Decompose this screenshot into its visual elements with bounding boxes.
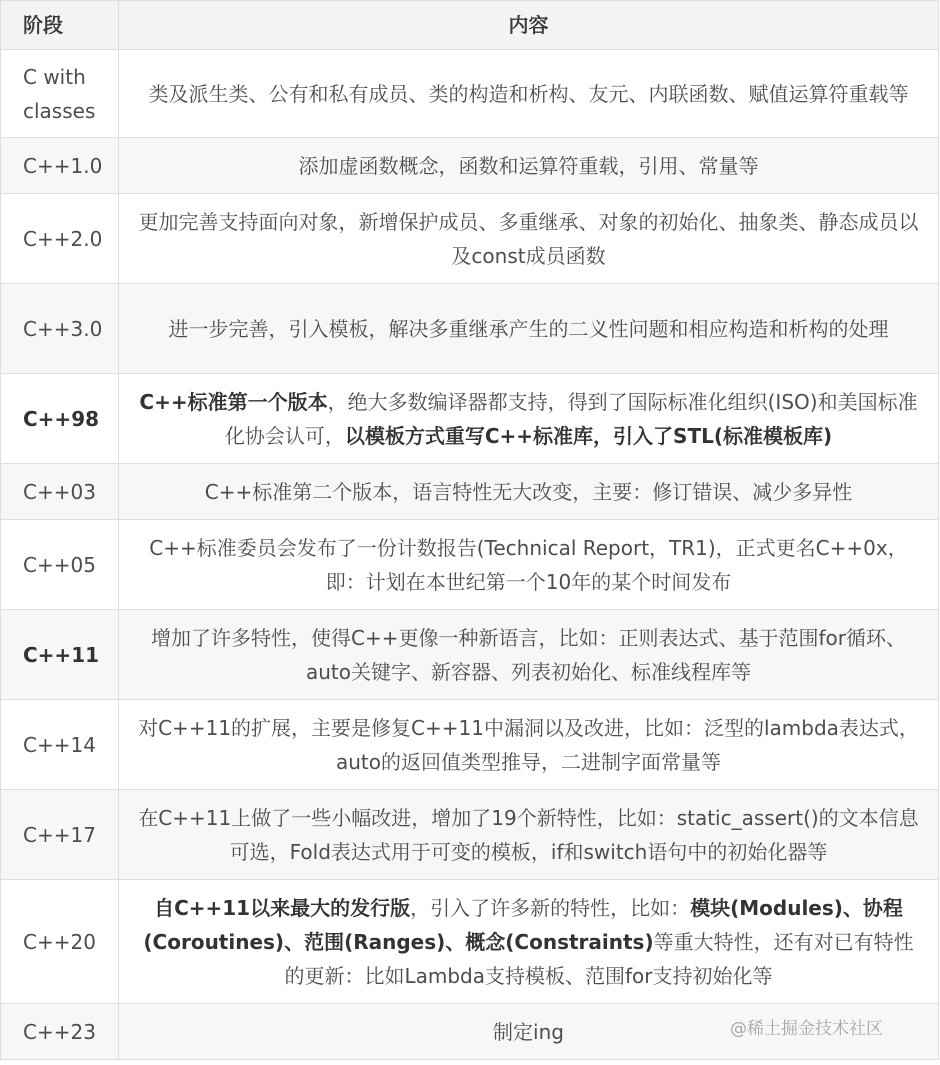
table-row [1, 610, 939, 700]
content-text: 等重大特性，还有对已有特性的更新：比如Lambda支持模板、范围for支持初始化等 [284, 929, 914, 988]
content-text: ，引入了许多新的特性，比如： [410, 895, 691, 920]
content-cell [119, 790, 939, 880]
content-text: ，绝大多数编译器都支持，得到了国际标准化组织(ISO)和美国标准化协会认可， [224, 389, 918, 448]
stage-cell: C++23 [1, 1004, 119, 1060]
table-body [1, 50, 939, 1060]
content-cell [119, 880, 939, 1004]
content-bold-text: 模块(Modules)、协程(Coroutines)、范围(Ranges)、概念(Constraints) [143, 895, 903, 954]
content-bold-text: C++标准第一个版本 [139, 389, 328, 414]
table-row [1, 880, 939, 1004]
content-cell [119, 374, 939, 464]
content-cell [119, 50, 939, 138]
table-row [1, 520, 939, 610]
content-cell [119, 284, 939, 374]
header-stage: 阶段 [1, 1, 119, 50]
stage-cell: C++05 [1, 520, 119, 610]
content-cell [119, 700, 939, 790]
stage-cell: C++20 [1, 880, 119, 1004]
content-text: 对C++11的扩展，主要是修复C++11中漏洞以及改进，比如：泛型的lambda表达式，auto的返回值类型推导，二进制字面常量等 [138, 715, 919, 774]
table-row [1, 374, 939, 464]
stage-cell: C++98 [1, 374, 119, 464]
content-bold-text: 以模板方式重写C++标准库，引入了STL(标准模板库) [344, 423, 833, 448]
content-text: 类及派生类、公有和私有成员、类的构造和析构、友元、内联函数、赋值运算符重载等 [148, 81, 909, 106]
stage-cell: C++17 [1, 790, 119, 880]
content-text: 进一步完善，引入模板，解决多重继承产生的二义性问题和相应构造和析构的处理 [168, 316, 889, 341]
content-cell [119, 610, 939, 700]
table-row [1, 700, 939, 790]
content-cell [119, 464, 939, 520]
content-text: 在C++11上做了一些小幅改进，增加了19个新特性，比如：static_assert()的文本信息可选，Fold表达式用于可变的模板，if和switch语句中的初始化器等 [138, 805, 919, 864]
content-text: 更加完善支持面向对象，新增保护成员、多重继承、对象的初始化、抽象类、静态成员以及const成员函数 [138, 209, 919, 268]
stage-cell: C++3.0 [1, 284, 119, 374]
stage-cell: C++1.0 [1, 138, 119, 194]
table-row [1, 138, 939, 194]
stage-cell: C++2.0 [1, 194, 119, 284]
content-text: 制定ing [493, 1019, 564, 1044]
content-text: C++标准第二个版本，语言特性无大改变，主要：修订错误、减少多异性 [204, 479, 853, 504]
watermark: @稀土掘金技术社区 [730, 1019, 883, 1039]
table-row [1, 790, 939, 880]
header-content: 内容 [119, 1, 939, 50]
stage-cell: C++03 [1, 464, 119, 520]
content-bold-text: 自C++11以来最大的发行版 [154, 895, 411, 920]
stage-cell: C++11 [1, 610, 119, 700]
content-cell [119, 138, 939, 194]
content-cell [119, 194, 939, 284]
table-row [1, 194, 939, 284]
content-text: C++标准委员会发布了一份计数报告(Technical Report，TR1)，正式更名C++0x，即：计划在本世纪第一个10年的某个时间发布 [149, 535, 908, 594]
content-text: 添加虚函数概念，函数和运算符重载，引用、常量等 [298, 153, 759, 178]
table-row [1, 284, 939, 374]
header-row [1, 1, 939, 50]
stage-cell: C with classes [1, 50, 119, 138]
content-text: 增加了许多特性，使得C++更像一种新语言，比如：正则表达式、基于范围for循环、auto关键字、新容器、列表初始化、标准线程库等 [151, 625, 906, 684]
table-row [1, 50, 939, 138]
stage-cell: C++14 [1, 700, 119, 790]
table-row [1, 464, 939, 520]
content-cell [119, 520, 939, 610]
